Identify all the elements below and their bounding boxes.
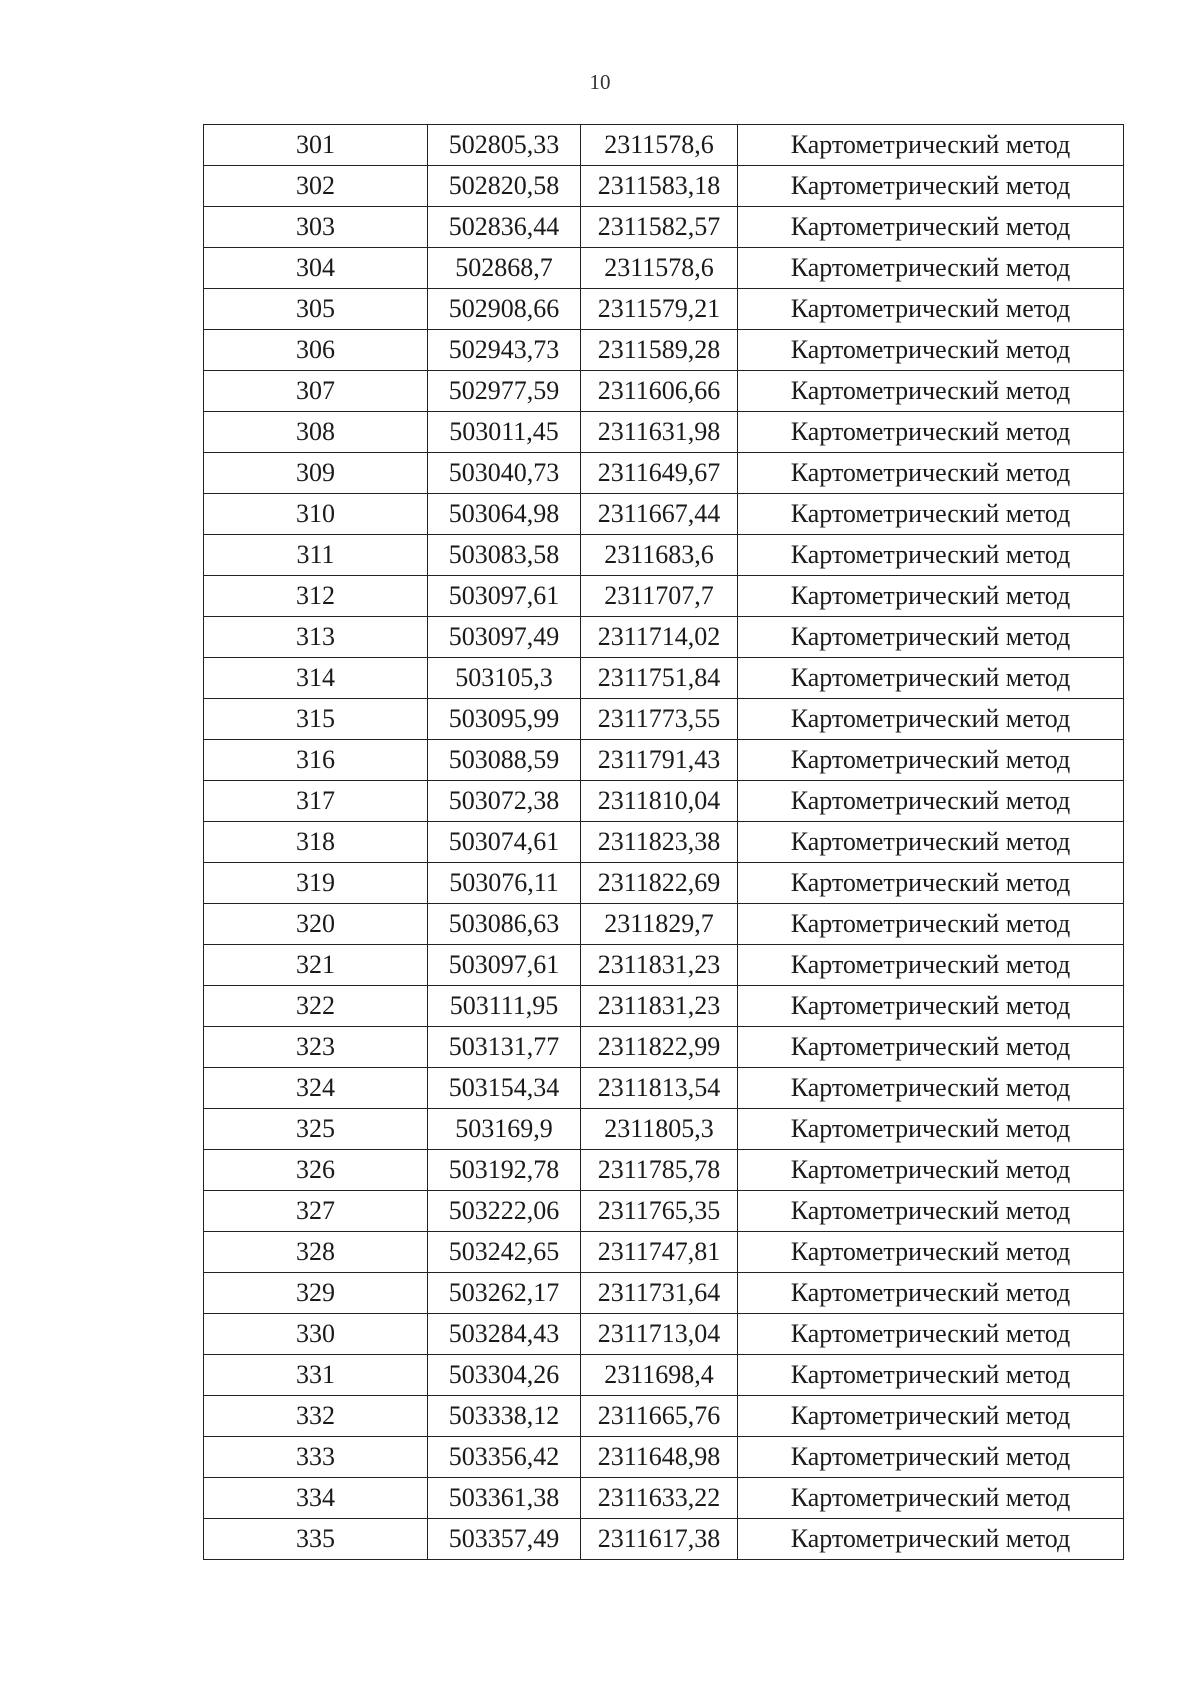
table-row [204, 1150, 1124, 1191]
method-cell: Картометрический метод [738, 289, 1124, 330]
table-row [204, 330, 1124, 371]
y-coordinate-cell: 2311713,04 [581, 1314, 738, 1355]
method-cell: Картометрический метод [738, 1191, 1124, 1232]
method-cell: Картометрический метод [738, 1478, 1124, 1519]
x-coordinate-cell: 503356,42 [428, 1437, 581, 1478]
y-coordinate-cell: 2311667,44 [581, 494, 738, 535]
method-cell: Картометрический метод [738, 945, 1124, 986]
y-coordinate-cell: 2311747,81 [581, 1232, 738, 1273]
point-number-cell: 320 [204, 904, 428, 945]
method-cell: Картометрический метод [738, 248, 1124, 289]
table-row [204, 1396, 1124, 1437]
table-row [204, 207, 1124, 248]
y-coordinate-cell: 2311617,38 [581, 1519, 738, 1560]
x-coordinate-cell: 503192,78 [428, 1150, 581, 1191]
method-cell: Картометрический метод [738, 904, 1124, 945]
method-cell: Картометрический метод [738, 1027, 1124, 1068]
y-coordinate-cell: 2311589,28 [581, 330, 738, 371]
x-coordinate-cell: 503097,61 [428, 945, 581, 986]
table-row [204, 986, 1124, 1027]
y-coordinate-cell: 2311649,67 [581, 453, 738, 494]
x-coordinate-cell: 503169,9 [428, 1109, 581, 1150]
table-row [204, 1273, 1124, 1314]
point-number-cell: 335 [204, 1519, 428, 1560]
point-number-cell: 304 [204, 248, 428, 289]
x-coordinate-cell: 503262,17 [428, 1273, 581, 1314]
method-cell: Картометрический метод [738, 1396, 1124, 1437]
x-coordinate-cell: 503222,06 [428, 1191, 581, 1232]
x-coordinate-cell: 503097,49 [428, 617, 581, 658]
method-cell: Картометрический метод [738, 1232, 1124, 1273]
y-coordinate-cell: 2311831,23 [581, 945, 738, 986]
y-coordinate-cell: 2311791,43 [581, 740, 738, 781]
y-coordinate-cell: 2311831,23 [581, 986, 738, 1027]
y-coordinate-cell: 2311633,22 [581, 1478, 738, 1519]
point-number-cell: 322 [204, 986, 428, 1027]
coordinates-table-body [204, 125, 1124, 1560]
table-row [204, 822, 1124, 863]
point-number-cell: 333 [204, 1437, 428, 1478]
y-coordinate-cell: 2311631,98 [581, 412, 738, 453]
x-coordinate-cell: 503011,45 [428, 412, 581, 453]
x-coordinate-cell: 502943,73 [428, 330, 581, 371]
point-number-cell: 308 [204, 412, 428, 453]
table-row [204, 904, 1124, 945]
x-coordinate-cell: 503105,3 [428, 658, 581, 699]
point-number-cell: 332 [204, 1396, 428, 1437]
point-number-cell: 311 [204, 535, 428, 576]
method-cell: Картометрический метод [738, 986, 1124, 1027]
method-cell: Картометрический метод [738, 822, 1124, 863]
table-row [204, 945, 1124, 986]
table-row [204, 1355, 1124, 1396]
table-row [204, 412, 1124, 453]
point-number-cell: 327 [204, 1191, 428, 1232]
y-coordinate-cell: 2311751,84 [581, 658, 738, 699]
point-number-cell: 305 [204, 289, 428, 330]
point-number-cell: 314 [204, 658, 428, 699]
point-number-cell: 324 [204, 1068, 428, 1109]
table-row [204, 617, 1124, 658]
point-number-cell: 312 [204, 576, 428, 617]
x-coordinate-cell: 503064,98 [428, 494, 581, 535]
point-number-cell: 318 [204, 822, 428, 863]
x-coordinate-cell: 503111,95 [428, 986, 581, 1027]
y-coordinate-cell: 2311810,04 [581, 781, 738, 822]
table-row [204, 1232, 1124, 1273]
x-coordinate-cell: 503083,58 [428, 535, 581, 576]
point-number-cell: 302 [204, 166, 428, 207]
point-number-cell: 307 [204, 371, 428, 412]
x-coordinate-cell: 503154,34 [428, 1068, 581, 1109]
y-coordinate-cell: 2311665,76 [581, 1396, 738, 1437]
method-cell: Картометрический метод [738, 494, 1124, 535]
x-coordinate-cell: 503076,11 [428, 863, 581, 904]
method-cell: Картометрический метод [738, 699, 1124, 740]
x-coordinate-cell: 503242,65 [428, 1232, 581, 1273]
method-cell: Картометрический метод [738, 740, 1124, 781]
y-coordinate-cell: 2311823,38 [581, 822, 738, 863]
x-coordinate-cell: 503357,49 [428, 1519, 581, 1560]
method-cell: Картометрический метод [738, 412, 1124, 453]
y-coordinate-cell: 2311822,69 [581, 863, 738, 904]
method-cell: Картометрический метод [738, 371, 1124, 412]
table-row [204, 658, 1124, 699]
y-coordinate-cell: 2311578,6 [581, 248, 738, 289]
table-row [204, 699, 1124, 740]
point-number-cell: 329 [204, 1273, 428, 1314]
x-coordinate-cell: 502977,59 [428, 371, 581, 412]
method-cell: Картометрический метод [738, 658, 1124, 699]
y-coordinate-cell: 2311583,18 [581, 166, 738, 207]
point-number-cell: 321 [204, 945, 428, 986]
point-number-cell: 326 [204, 1150, 428, 1191]
table-row [204, 740, 1124, 781]
method-cell: Картометрический метод [738, 1355, 1124, 1396]
y-coordinate-cell: 2311765,35 [581, 1191, 738, 1232]
method-cell: Картометрический метод [738, 1150, 1124, 1191]
y-coordinate-cell: 2311648,98 [581, 1437, 738, 1478]
point-number-cell: 309 [204, 453, 428, 494]
point-number-cell: 330 [204, 1314, 428, 1355]
table-row [204, 166, 1124, 207]
y-coordinate-cell: 2311582,57 [581, 207, 738, 248]
method-cell: Картометрический метод [738, 576, 1124, 617]
x-coordinate-cell: 503040,73 [428, 453, 581, 494]
method-cell: Картометрический метод [738, 1273, 1124, 1314]
x-coordinate-cell: 503088,59 [428, 740, 581, 781]
coordinates-table [203, 124, 1124, 1560]
y-coordinate-cell: 2311683,6 [581, 535, 738, 576]
point-number-cell: 310 [204, 494, 428, 535]
x-coordinate-cell: 502805,33 [428, 125, 581, 166]
table-row [204, 1027, 1124, 1068]
point-number-cell: 303 [204, 207, 428, 248]
table-row [204, 248, 1124, 289]
point-number-cell: 316 [204, 740, 428, 781]
method-cell: Картометрический метод [738, 330, 1124, 371]
point-number-cell: 306 [204, 330, 428, 371]
point-number-cell: 313 [204, 617, 428, 658]
x-coordinate-cell: 503284,43 [428, 1314, 581, 1355]
table-row [204, 1109, 1124, 1150]
y-coordinate-cell: 2311822,99 [581, 1027, 738, 1068]
x-coordinate-cell: 502908,66 [428, 289, 581, 330]
point-number-cell: 334 [204, 1478, 428, 1519]
method-cell: Картометрический метод [738, 1068, 1124, 1109]
y-coordinate-cell: 2311578,6 [581, 125, 738, 166]
table-row [204, 863, 1124, 904]
y-coordinate-cell: 2311813,54 [581, 1068, 738, 1109]
method-cell: Картометрический метод [738, 207, 1124, 248]
y-coordinate-cell: 2311579,21 [581, 289, 738, 330]
x-coordinate-cell: 503097,61 [428, 576, 581, 617]
method-cell: Картометрический метод [738, 1519, 1124, 1560]
x-coordinate-cell: 502836,44 [428, 207, 581, 248]
y-coordinate-cell: 2311785,78 [581, 1150, 738, 1191]
x-coordinate-cell: 503131,77 [428, 1027, 581, 1068]
method-cell: Картометрический метод [738, 1437, 1124, 1478]
point-number-cell: 315 [204, 699, 428, 740]
table-row [204, 289, 1124, 330]
x-coordinate-cell: 503095,99 [428, 699, 581, 740]
table-row [204, 1478, 1124, 1519]
x-coordinate-cell: 503074,61 [428, 822, 581, 863]
x-coordinate-cell: 502820,58 [428, 166, 581, 207]
method-cell: Картометрический метод [738, 166, 1124, 207]
x-coordinate-cell: 503338,12 [428, 1396, 581, 1437]
table-row [204, 125, 1124, 166]
page-number: 10 [589, 70, 611, 94]
y-coordinate-cell: 2311829,7 [581, 904, 738, 945]
table-row [204, 453, 1124, 494]
x-coordinate-cell: 503361,38 [428, 1478, 581, 1519]
method-cell: Картометрический метод [738, 617, 1124, 658]
x-coordinate-cell: 503072,38 [428, 781, 581, 822]
table-row [204, 1314, 1124, 1355]
point-number-cell: 317 [204, 781, 428, 822]
y-coordinate-cell: 2311773,55 [581, 699, 738, 740]
y-coordinate-cell: 2311698,4 [581, 1355, 738, 1396]
y-coordinate-cell: 2311731,64 [581, 1273, 738, 1314]
method-cell: Картометрический метод [738, 453, 1124, 494]
point-number-cell: 328 [204, 1232, 428, 1273]
method-cell: Картометрический метод [738, 535, 1124, 576]
table-row [204, 535, 1124, 576]
x-coordinate-cell: 503086,63 [428, 904, 581, 945]
point-number-cell: 325 [204, 1109, 428, 1150]
method-cell: Картометрический метод [738, 1314, 1124, 1355]
table-row [204, 1519, 1124, 1560]
x-coordinate-cell: 502868,7 [428, 248, 581, 289]
point-number-cell: 331 [204, 1355, 428, 1396]
point-number-cell: 319 [204, 863, 428, 904]
method-cell: Картометрический метод [738, 781, 1124, 822]
x-coordinate-cell: 503304,26 [428, 1355, 581, 1396]
table-row [204, 1191, 1124, 1232]
y-coordinate-cell: 2311606,66 [581, 371, 738, 412]
table-row [204, 1068, 1124, 1109]
point-number-cell: 323 [204, 1027, 428, 1068]
method-cell: Картометрический метод [738, 125, 1124, 166]
method-cell: Картометрический метод [738, 1109, 1124, 1150]
y-coordinate-cell: 2311707,7 [581, 576, 738, 617]
table-row [204, 576, 1124, 617]
y-coordinate-cell: 2311714,02 [581, 617, 738, 658]
point-number-cell: 301 [204, 125, 428, 166]
table-row [204, 494, 1124, 535]
table-row [204, 781, 1124, 822]
table-row [204, 371, 1124, 412]
y-coordinate-cell: 2311805,3 [581, 1109, 738, 1150]
table-row [204, 1437, 1124, 1478]
method-cell: Картометрический метод [738, 863, 1124, 904]
